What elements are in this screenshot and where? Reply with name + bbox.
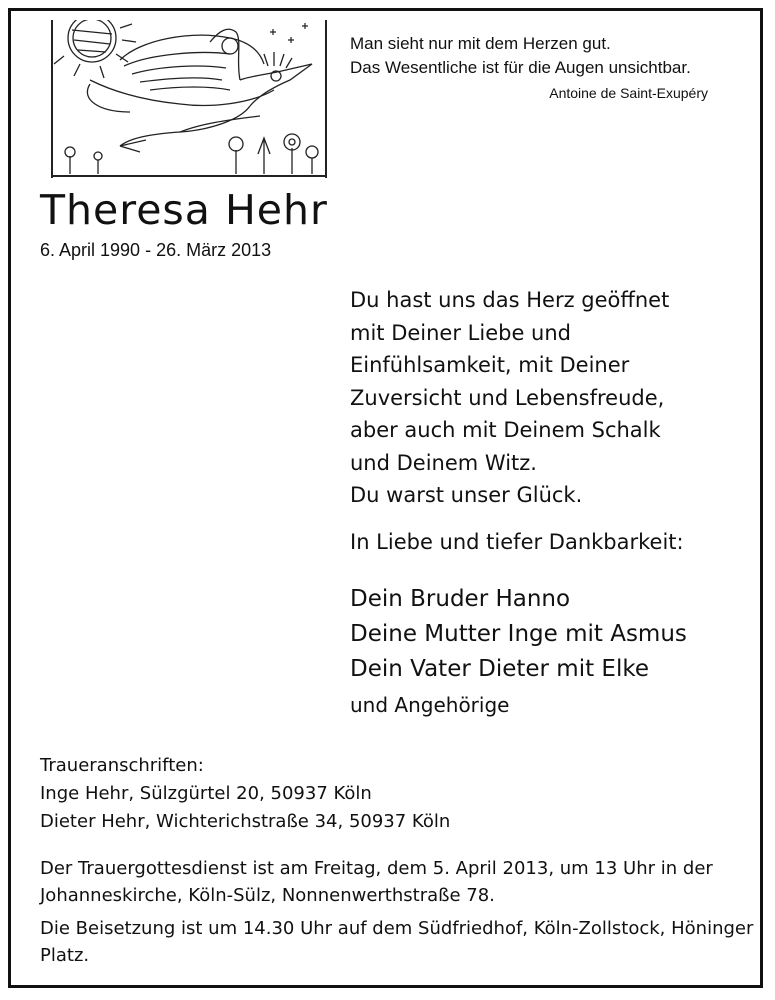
relatives-line: und Angehörige (350, 693, 510, 717)
quote-block (350, 32, 750, 104)
family-list (350, 582, 687, 723)
mourning-addresses (40, 752, 450, 836)
family-member: Dein Vater Dieter mit Elke (350, 656, 649, 682)
poem-block (350, 284, 750, 512)
burial-text: Die Beisetzung ist um 14.30 Uhr auf dem Südfriedhof, Köln-Zollstock, Höninger Platz. (40, 918, 754, 966)
quote-author: Antoine de Saint-Exupéry (549, 85, 708, 101)
poem-line: Du hast uns das Herz geöffnet (350, 288, 670, 312)
poem-line: Einfühlsamkeit, mit Deiner (350, 353, 630, 377)
family-member: Deine Mutter Inge mit Asmus (350, 621, 687, 647)
service-info (40, 855, 760, 975)
poem-line: und Deinem Witz. (350, 450, 537, 475)
poem-line: aber auch mit Deinem Schalk (350, 418, 661, 442)
address-line: Dieter Hehr, Wichterichstraße 34, 50937 Köln (40, 811, 451, 832)
life-dates: 6. April 1990 - 26. März 2013 (40, 240, 272, 260)
bird-drawing-illustration (50, 20, 328, 178)
quote-line-1: Man sieht nur mit dem Herzen gut. (350, 34, 611, 53)
poem-line: Zuversicht und Lebensfreude, (350, 385, 665, 410)
gratitude-line: In Liebe und tiefer Dankbarkeit: (350, 530, 684, 554)
deceased-name: Theresa Hehr (40, 186, 328, 234)
funeral-service-text: Der Trauergottesdienst ist am Freitag, dem 5. April 2013, um 13 Uhr in der Johanneskirche, Köln-Sülz, Nonnenwerthstraße 78. (40, 858, 713, 906)
quote-line-2: Das Wesentliche ist für die Augen unsichtbar. (350, 58, 691, 77)
address-line: Inge Hehr, Sülzgürtel 20, 50937 Köln (40, 783, 372, 804)
family-member: Dein Bruder Hanno (350, 586, 571, 612)
addresses-heading: Traueranschriften: (40, 755, 204, 776)
poem-line: mit Deiner Liebe und (350, 320, 571, 345)
poem-line: Du warst unser Glück. (350, 483, 583, 507)
